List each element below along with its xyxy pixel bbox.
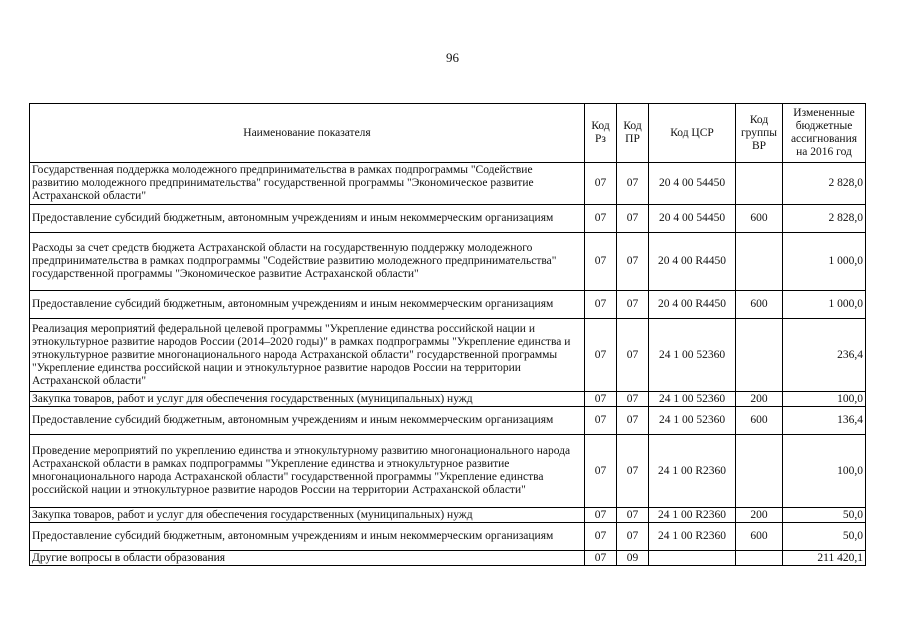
row-vr: 600: [736, 205, 783, 233]
row-csr: 24 1 00 52360: [649, 319, 736, 392]
row-vr: [736, 435, 783, 508]
table-header: [30, 104, 866, 163]
row-rz: 07: [585, 233, 617, 291]
row-name: Предоставление субсидий бюджетным, автономным учреждениям и иным некоммерческим организациям: [30, 291, 585, 319]
row-pr: 07: [617, 392, 649, 407]
row-pr: 09: [617, 551, 649, 566]
row-csr: 24 1 00 R2360: [649, 523, 736, 551]
row-rz: 07: [585, 291, 617, 319]
row-vr: 600: [736, 291, 783, 319]
row-pr: 07: [617, 205, 649, 233]
row-pr: 07: [617, 319, 649, 392]
row-vr: 200: [736, 508, 783, 523]
row-pr: 07: [617, 291, 649, 319]
row-name: Предоставление субсидий бюджетным, автономным учреждениям и иным некоммерческим организациям: [30, 523, 585, 551]
row-amount: 1 000,0: [783, 291, 866, 319]
row-amount: 236,4: [783, 319, 866, 392]
row-vr: [736, 551, 783, 566]
row-amount: 100,0: [783, 392, 866, 407]
row-pr: 07: [617, 523, 649, 551]
table-row: [30, 407, 866, 435]
row-amount: 136,4: [783, 407, 866, 435]
row-vr: 600: [736, 407, 783, 435]
row-pr: 07: [617, 435, 649, 508]
table-row: [30, 551, 866, 566]
row-pr: 07: [617, 163, 649, 205]
row-name: Предоставление субсидий бюджетным, автономным учреждениям и иным некоммерческим организациям: [30, 205, 585, 233]
table-row: [30, 435, 866, 508]
row-csr: 24 1 00 52360: [649, 392, 736, 407]
row-rz: 07: [585, 392, 617, 407]
row-csr: 24 1 00 52360: [649, 407, 736, 435]
row-csr: 24 1 00 R2360: [649, 508, 736, 523]
row-amount: 2 828,0: [783, 205, 866, 233]
row-name: Реализация мероприятий федеральной целевой программы "Укрепление единства российской нации и этнокультурное развитие народов России (2014–2020 годы)" в рамках подпрограммы "Укрепление единства и этнокультурное развитие многонационального народа Астраханской области" государственной программы "Укрепление единства российской нации и этнокультурное развитие народов России на территории Астраханской области": [30, 319, 585, 392]
row-name: Проведение мероприятий по укреплению единства и этнокультурному развитию многонационального народа Астраханской области в рамках подпрограммы "Укрепление единства и этнокультурное развитие многонационального народа Астраханской области" государственной программы "Укрепление единства российской нации и этнокультурное развитие народов России на территории Астраханской области": [30, 435, 585, 508]
row-amount: 2 828,0: [783, 163, 866, 205]
row-amount: 50,0: [783, 508, 866, 523]
header-row: [30, 104, 866, 163]
row-rz: 07: [585, 551, 617, 566]
header-name: Наименование показателя: [30, 104, 585, 163]
row-csr: 20 4 00 R4450: [649, 291, 736, 319]
row-csr: 20 4 00 54450: [649, 205, 736, 233]
table-row: [30, 392, 866, 407]
row-rz: 07: [585, 319, 617, 392]
row-rz: 07: [585, 435, 617, 508]
row-rz: 07: [585, 407, 617, 435]
table-row: [30, 523, 866, 551]
header-rz: Код Рз: [585, 104, 617, 163]
row-rz: 07: [585, 523, 617, 551]
row-csr: 20 4 00 54450: [649, 163, 736, 205]
row-amount: 50,0: [783, 523, 866, 551]
table-row: [30, 205, 866, 233]
row-amount: 100,0: [783, 435, 866, 508]
row-amount: 1 000,0: [783, 233, 866, 291]
row-vr: 200: [736, 392, 783, 407]
row-csr: 20 4 00 R4450: [649, 233, 736, 291]
table-row: [30, 291, 866, 319]
budget-table: [29, 103, 866, 566]
row-pr: 07: [617, 508, 649, 523]
row-name: Другие вопросы в области образования: [30, 551, 585, 566]
row-pr: 07: [617, 407, 649, 435]
row-amount: 211 420,1: [783, 551, 866, 566]
row-rz: 07: [585, 205, 617, 233]
header-amount: Измененные бюджетные ассигнования на 2016 год: [783, 104, 866, 163]
row-vr: 600: [736, 523, 783, 551]
row-name: Закупка товаров, работ и услуг для обеспечения государственных (муниципальных) нужд: [30, 508, 585, 523]
header-csr: Код ЦСР: [649, 104, 736, 163]
row-name: Закупка товаров, работ и услуг для обеспечения государственных (муниципальных) нужд: [30, 392, 585, 407]
table-row: [30, 508, 866, 523]
row-csr: [649, 551, 736, 566]
header-vr: Код группы ВР: [736, 104, 783, 163]
header-pr: Код ПР: [617, 104, 649, 163]
row-rz: 07: [585, 508, 617, 523]
table-row: [30, 319, 866, 392]
row-vr: [736, 233, 783, 291]
row-name: Государственная поддержка молодежного предпринимательства в рамках подпрограммы "Содействие развитию молодежного предпринимательства" государственной программы "Экономическое развитие Астраханской области": [30, 163, 585, 205]
row-rz: 07: [585, 163, 617, 205]
row-vr: [736, 163, 783, 205]
row-name: Расходы за счет средств бюджета Астраханской области на государственную поддержку молодежного предпринимательства в рамках подпрограммы "Содействие развитию молодежного предпринимательства" государственной программы "Экономическое развитие Астраханской области": [30, 233, 585, 291]
row-csr: 24 1 00 R2360: [649, 435, 736, 508]
row-pr: 07: [617, 233, 649, 291]
page-number: 96: [446, 50, 459, 65]
row-name: Предоставление субсидий бюджетным, автономным учреждениям и иным некоммерческим организациям: [30, 407, 585, 435]
table-row: [30, 163, 866, 205]
row-vr: [736, 319, 783, 392]
table-body: [30, 163, 866, 566]
table-row: [30, 233, 866, 291]
